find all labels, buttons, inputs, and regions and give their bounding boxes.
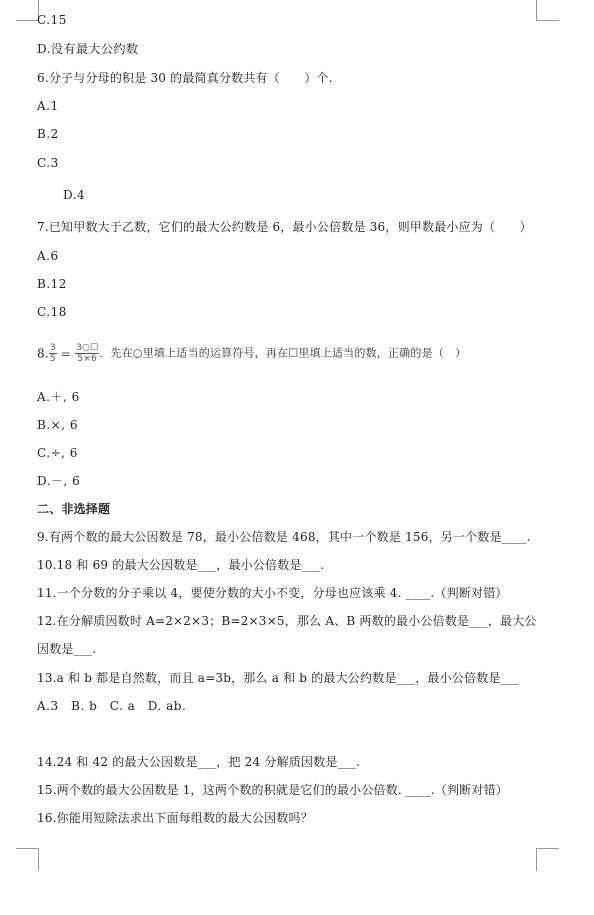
q8-number: 8. [37, 346, 49, 361]
question-6: 6.分子与分母的积是 30 的最简真分数共有（ ）个. [37, 71, 333, 85]
q7-option-a: A.6 [37, 249, 59, 263]
section-heading: 二、非选择题 [37, 502, 111, 516]
q8-fraction-left-numerator: 3 [49, 343, 56, 353]
question-14: 14.24 和 42 的最大公因数是___，把 24 分解质因数是___. [37, 755, 361, 769]
question-8 [37, 338, 466, 369]
q8-option-c: C.÷, 6 [37, 446, 78, 460]
q6-option-b: B.2 [37, 127, 59, 141]
q8-fraction-left [49, 343, 57, 364]
q7-option-b: B.12 [37, 277, 67, 291]
q6-option-c: C.3 [37, 156, 59, 170]
q8-option-b: B.×, 6 [37, 418, 78, 432]
q8-text: ．先在○里填上适当的运算符号，再在☐里填上适当的数，正确的是（ ） [99, 346, 467, 360]
q8-option-d: D.－, 6 [37, 474, 81, 488]
q13-options: A.3 B. b C. a D. ab. [37, 699, 187, 713]
question-9: 9.有两个数的最大公因数是 78，最小公倍数是 468，其中一个数是 156，另一个数是____. [37, 530, 531, 544]
question-12: 12.在分解质因数时 A=2×2×3；B=2×3×5，那么 A、B 两数的最小公倍数是___，最大公 [37, 614, 537, 628]
question-16: 16.你能用短除法求出下面每组数的最大公因数吗？ [37, 811, 313, 825]
question-15: 15.两个数的最大公因数是 1，这两个数的积就是它们的最小公倍数. ____.（判断对错） [37, 783, 508, 797]
corner-mark-bottom-right [536, 848, 559, 871]
corner-mark-bottom-left [16, 848, 39, 871]
corner-mark-top-left [16, 0, 39, 21]
corner-mark-top-right [536, 0, 559, 21]
q5-option-c: C.15 [37, 13, 67, 27]
q8-equals-sign: = [60, 346, 72, 361]
q8-option-a: A.＋, 6 [37, 390, 80, 404]
question-13: 13.a 和 b 都是自然数，而且 a=3b，那么 a 和 b 的最大公约数是___，最小公倍数是___ [37, 671, 520, 685]
question-12-continued: 因数是___. [37, 642, 97, 656]
q7-option-c: C.18 [37, 305, 67, 319]
q5-option-d: D.没有最大公约数 [37, 42, 139, 56]
question-11: 11.一个分数的分子乘以 4，要使分数的大小不变，分母也应该乘 4. ____.（判断对错） [37, 586, 508, 600]
q8-fraction-right-numerator: 3○☐ [76, 343, 99, 353]
question-10: 10.18 和 69 的最大公因数是___，最小公倍数是___. [37, 558, 325, 572]
q6-option-d: D.4 [63, 188, 86, 202]
q8-fraction-right [75, 343, 99, 364]
question-7: 7.已知甲数大于乙数，它们的最大公约数是 6，最小公倍数是 36，则甲数最小应为（ ） [37, 220, 532, 234]
q8-fraction-right-denominator: 5×6 [77, 354, 97, 364]
q6-option-a: A.1 [37, 99, 59, 113]
q8-fraction-left-denominator: 5 [49, 354, 56, 364]
